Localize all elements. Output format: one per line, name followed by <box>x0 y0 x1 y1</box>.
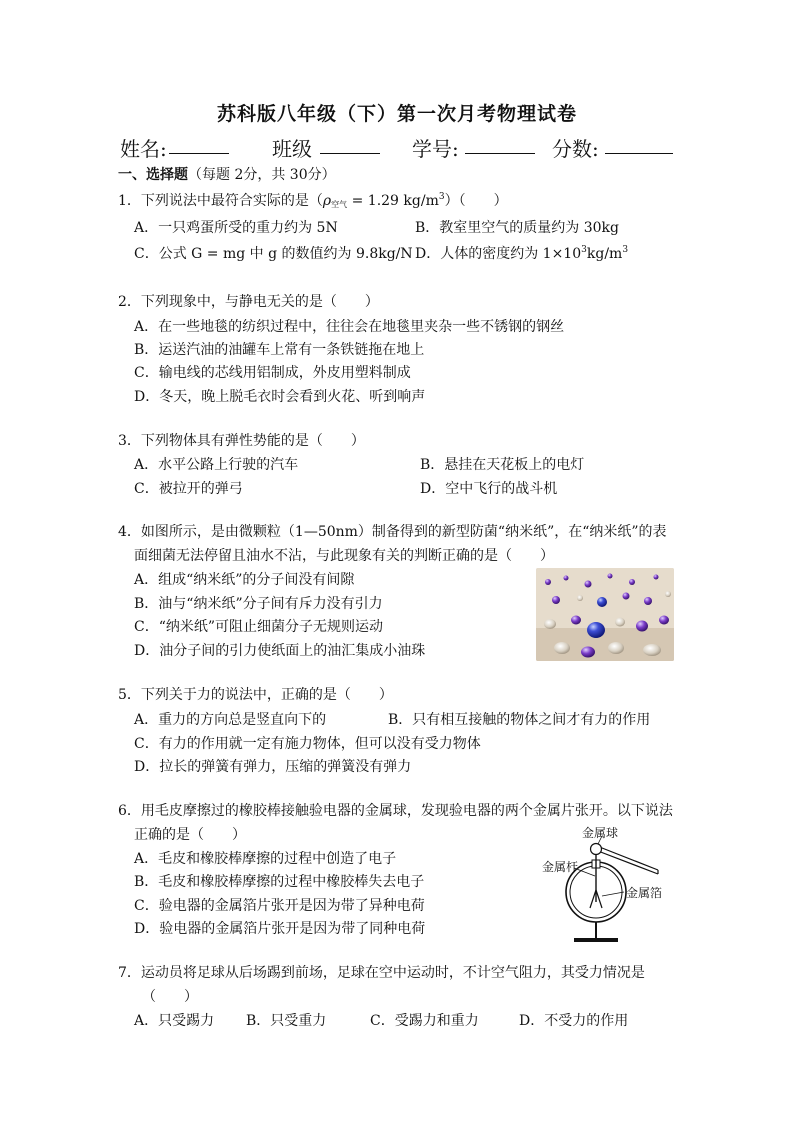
q7-option-b[interactable]: B．只受重力 <box>246 1013 327 1029</box>
q1-rho-sub: 空气 <box>331 200 348 209</box>
q7-option-a[interactable]: A．只受踢力 <box>134 1013 215 1029</box>
number-blank[interactable] <box>465 133 535 154</box>
q2-option-d[interactable]: D．冬天，晚上脱毛衣时会看到火花、听到响声 <box>134 389 426 405</box>
class-field <box>272 133 312 162</box>
label-metal-ball: 金属球 <box>582 826 619 840</box>
question-7-stem-line2: （ ） <box>142 989 198 1005</box>
q6-option-a[interactable]: A．毛皮和橡胶棒摩擦的过程中创造了电子 <box>134 851 397 867</box>
q5-option-c[interactable]: C．有力的作用就一定有施力物体，但可以没有受力物体 <box>134 736 481 752</box>
q1-d-exp: 3 <box>581 245 587 255</box>
class-blank[interactable] <box>320 133 380 154</box>
q1-rho-exp: 3 <box>438 192 445 202</box>
water-droplets-image <box>536 568 674 661</box>
q1-rho: ρ <box>322 193 332 209</box>
label-metal-rod: 金属杆 <box>542 860 579 874</box>
q1-d-pre: D．人体的密度约为 1×10 <box>415 246 582 262</box>
electroscope-diagram <box>540 824 670 950</box>
question-6-stem-line2: 正确的是（ ） <box>134 827 246 843</box>
section-title: 一、选择题 <box>118 167 188 183</box>
q2-option-c[interactable]: C．输电线的芯线用铝制成，外皮用塑料制成 <box>134 365 411 381</box>
q4-option-d[interactable]: D．油分子间的引力使纸面上的油汇集成小油珠 <box>134 643 426 659</box>
q1-option-c[interactable]: C．公式 G = mg 中 g 的数值约为 9.8kg/N <box>134 246 413 262</box>
score-blank[interactable] <box>605 133 673 154</box>
question-4-stem-line1: 4．如图所示，是由微颗粒（1—50nm）制备得到的新型防菌“纳米纸”，在“纳米纸”的表 <box>118 524 667 540</box>
q1-d-post: kg/m <box>586 246 623 262</box>
question-1-stem <box>118 190 508 210</box>
q1-d-exp2: 3 <box>622 245 629 255</box>
number-field <box>412 133 459 162</box>
q3-option-c[interactable]: C．被拉开的弹弓 <box>134 481 243 497</box>
q1-option-a[interactable]: A．一只鸡蛋所受的重力约为 5N <box>134 220 338 236</box>
q1-stem-pre: 1．下列说法中最符合实际的是（ <box>118 193 323 209</box>
q1-stem-post: ）（ ） <box>444 193 508 209</box>
q6-option-d[interactable]: D．验电器的金属箔片张开是因为带了同种电荷 <box>134 921 426 937</box>
class-label: 班级 <box>272 137 312 161</box>
score-field <box>552 133 599 162</box>
name-field <box>120 133 167 162</box>
score-label: 分数: <box>552 137 599 161</box>
q4-option-c[interactable]: C．“纳米纸”可阻止细菌分子无规则运动 <box>134 619 384 635</box>
q6-option-c[interactable]: C．验电器的金属箔片张开是因为带了异种电荷 <box>134 898 425 914</box>
q1-option-d[interactable] <box>415 243 628 263</box>
question-2-stem: 2．下列现象中，与静电无关的是（ ） <box>118 294 379 310</box>
nano-paper-photo <box>536 568 674 661</box>
question-5-stem: 5．下列关于力的说法中，正确的是（ ） <box>118 687 393 703</box>
q5-option-a[interactable]: A．重力的方向总是竖直向下的 <box>134 712 327 728</box>
name-label: 姓名: <box>120 137 167 161</box>
number-label: 学号: <box>412 137 459 161</box>
q7-option-d[interactable]: D．不受力的作用 <box>519 1013 629 1029</box>
q2-option-a[interactable]: A．在一些地毯的纺织过程中，往往会在地毯里夹杂一些不锈钢的钢丝 <box>134 319 565 335</box>
question-4-stem-line2: 面细菌无法停留且油水不沾，与此现象有关的判断正确的是（ ） <box>134 548 554 564</box>
q5-option-d[interactable]: D．拉长的弹簧有弹力，压缩的弹簧没有弹力 <box>134 759 412 775</box>
q5-option-b[interactable]: B．只有相互接触的物体之间才有力的作用 <box>388 712 651 728</box>
question-3-stem: 3．下列物体具有弹性势能的是（ ） <box>118 433 365 449</box>
question-7-stem-line1: 7．运动员将足球从后场踢到前场，足球在空中运动时，不计空气阻力，其受力情况是 <box>118 965 645 981</box>
q1-option-b[interactable]: B．教室里空气的质量约为 30kg <box>415 220 619 236</box>
q3-option-d[interactable]: D．空中飞行的战斗机 <box>420 481 558 497</box>
q4-option-a[interactable]: A．组成“纳米纸”的分子间没有间隙 <box>134 572 355 588</box>
q7-option-c[interactable]: C．受踢力和重力 <box>370 1013 479 1029</box>
name-blank[interactable] <box>169 133 229 154</box>
q3-option-b[interactable]: B．悬挂在天花板上的电灯 <box>420 457 585 473</box>
q2-option-b[interactable]: B．运送汽油的油罐车上常有一条铁链拖在地上 <box>134 342 425 358</box>
q1-rho-value: = 1.29 kg/m <box>347 193 439 209</box>
q3-option-a[interactable]: A．水平公路上行驶的汽车 <box>134 457 299 473</box>
question-6-stem-line1: 6．用毛皮摩擦过的橡胶棒接触验电器的金属球，发现验电器的两个金属片张开。以下说法 <box>118 803 673 819</box>
exam-title: 苏科版八年级（下）第一次月考物理试卷 <box>216 103 577 125</box>
label-metal-foil: 金属箔 <box>626 886 663 900</box>
q6-option-b[interactable]: B．毛皮和橡胶棒摩擦的过程中橡胶棒失去电子 <box>134 874 425 890</box>
section-note: （每题 2分，共 30分） <box>188 167 336 183</box>
q4-option-b[interactable]: B．油与“纳米纸”分子间有斥力没有引力 <box>134 596 383 612</box>
section-heading <box>118 164 336 184</box>
student-info-row <box>120 133 680 161</box>
